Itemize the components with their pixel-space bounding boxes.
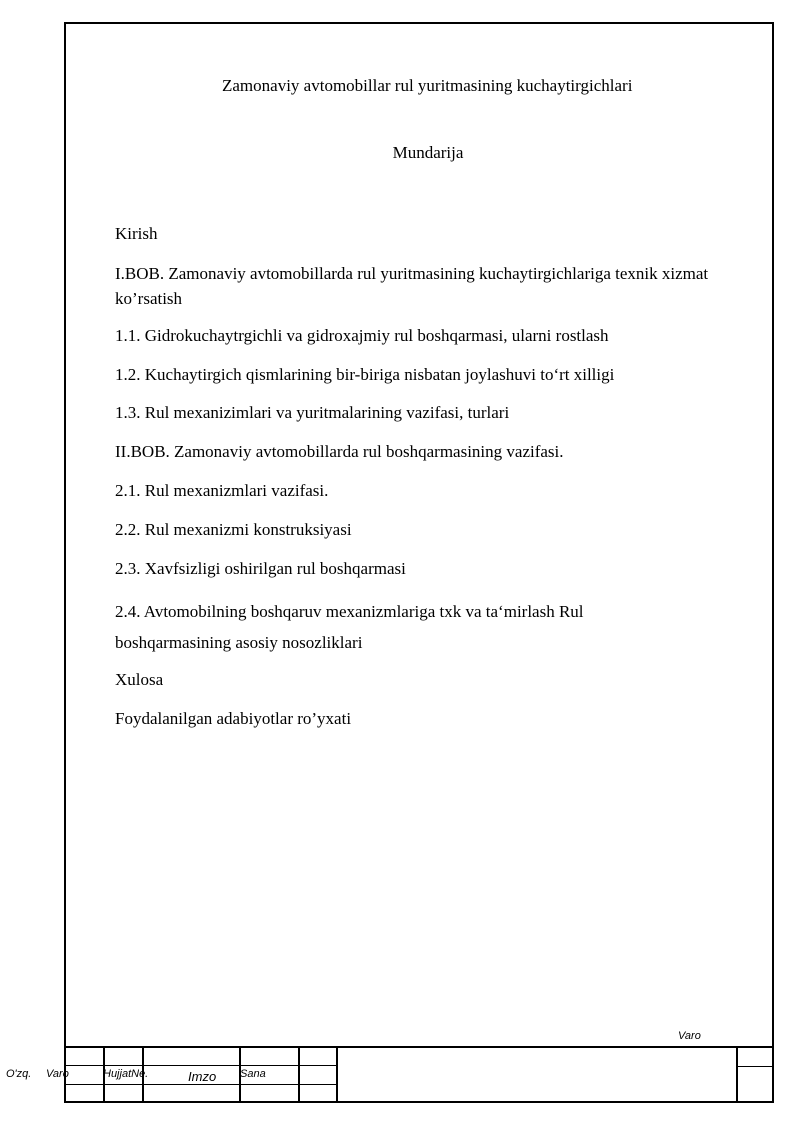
stamp-col-sign: Imzo (188, 1069, 217, 1084)
toc-item: 1.1. Gidrokuchaytrgichli va gidroxajmiy rul boshqarmasi, ularni rostlash (115, 326, 609, 345)
sheet-label: Varo (678, 1030, 701, 1042)
toc-item: II.BOB. Zamonaviy avtomobillarda rul boshqarmasining vazifasi. (115, 442, 564, 461)
toc-item: Xulosa (115, 670, 164, 689)
stamp-row-line (736, 1066, 774, 1067)
stamp-col-sheet: Varo (46, 1068, 69, 1080)
toc-heading: Mundarija (392, 143, 464, 162)
stamp-col-date: Sana (240, 1068, 266, 1080)
toc-item: 2.2. Rul mexanizmi konstruksiyasi (115, 520, 352, 539)
stamp-top-line (64, 1046, 774, 1048)
stamp-col-change: O'zq. (6, 1068, 32, 1080)
toc-item: I.BOB. Zamonaviy avtomobillarda rul yuritmasining kuchaytirgichlariga texnik xizmat ko’rsatish (115, 264, 709, 308)
toc-item: 1.3. Rul mexanizimlari va yuritmalarining vazifasi, turlari (115, 403, 510, 422)
stamp-col-line (298, 1046, 300, 1103)
stamp-col-doc: HujjatNe. (103, 1068, 149, 1080)
toc-item: Kirish (115, 224, 158, 243)
stamp-col-line (736, 1046, 738, 1103)
toc-item: 1.2. Kuchaytirgich qismlarining bir-biriga nisbatan joylashuvi to‘rt xilligi (115, 365, 615, 384)
toc-item: Foydalanilgan adabiyotlar ro’yxati (115, 709, 352, 728)
document-title: Zamonaviy avtomobillar rul yuritmasining kuchaytirgichlari (222, 76, 633, 95)
toc-item: 2.1. Rul mexanizmlari vazifasi. (115, 481, 329, 500)
stamp-col-line (336, 1046, 338, 1103)
toc-item: 2.3. Xavfsizligi oshirilgan rul boshqarmasi (115, 559, 406, 578)
toc-item: 2.4. Avtomobilning boshqaruv mexanizmlariga txk va ta‘mirlash Rul boshqarmasining asosiy nosozliklari (115, 602, 584, 652)
